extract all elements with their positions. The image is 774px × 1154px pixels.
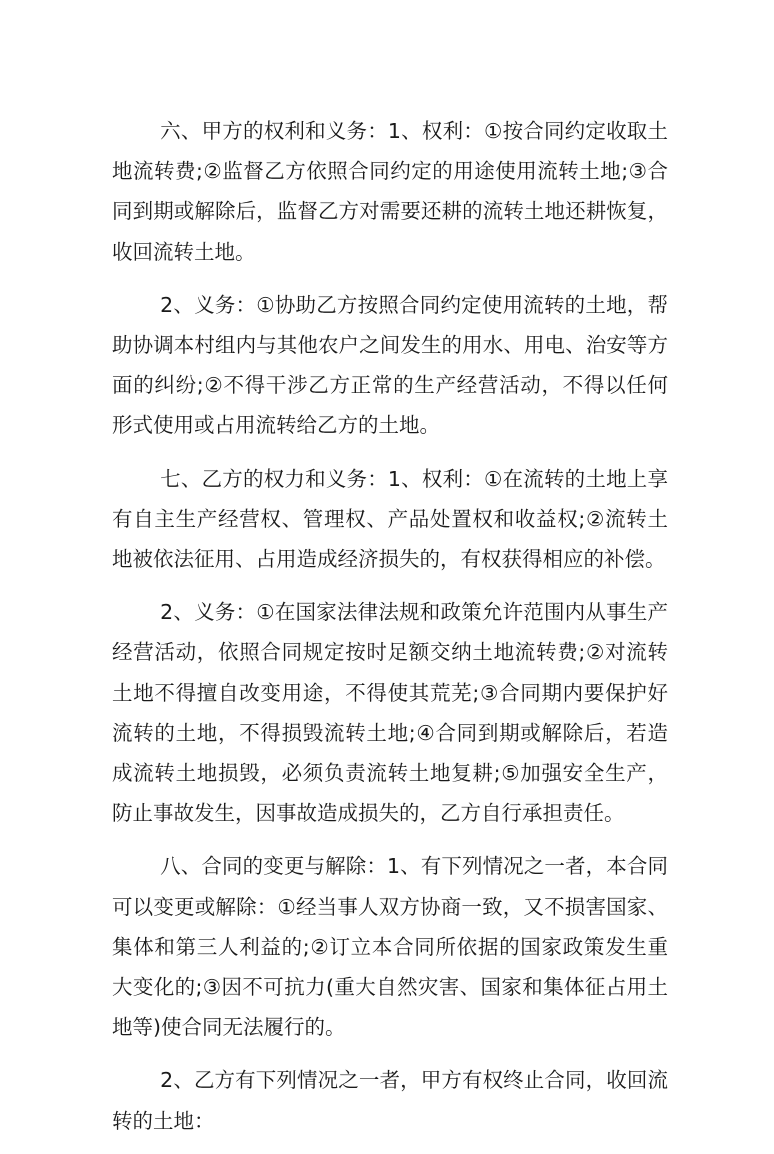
paragraph-party-a-obligations: 2、义务：①协助乙方按照合同约定使用流转的土地，帮助协调本村组内与其他农户之间发生的用水、用电、治安等方面的纠纷;②不得干涉乙方正常的生产经营活动，不得以任何形式使用或占用流转给乙方的土地。 bbox=[112, 292, 668, 438]
paragraph-party-a-rights: 六、甲方的权利和义务：1、权利：①按合同约定收取土地流转费;②监督乙方依照合同约定的用途使用流转土地;③合同到期或解除后，监督乙方对需要还耕的流转土地还耕恢复，收回流转土地。 bbox=[112, 119, 668, 264]
paragraph-party-b-rights: 七、乙方的权力和义务：1、权利：①在流转的土地上享有自主生产经营权、管理权、产品处置权和收益权;②流转土地被依法征用、占用造成经济损失的，有权获得相应的补偿。 bbox=[112, 466, 668, 572]
document-body bbox=[112, 111, 668, 1154]
paragraph-contract-change: 八、合同的变更与解除：1、有下列情况之一者，本合同可以变更或解除：①经当事人双方协商一致，又不损害国家、集体和第三人利益的;②订立本合同所依据的国家政策发生重大变化的;③因不可抗力(重大自然灾害、国家和集体征占用土地等)使合同无法履行的。 bbox=[112, 854, 668, 1040]
paragraph-party-b-obligations: 2、义务：①在国家法律法规和政策允许范围内从事生产经营活动，依照合同规定按时足额交纳土地流转费;②对流转土地不得擅自改变用途，不得使其荒芜;③合同期内要保护好流转的土地，不得损毁流转土地;④合同到期或解除后，若造成流转土地损毁，必须负责流转土地复耕;⑤加强安全生产，防止事故发生，因事故造成损失的，乙方自行承担责任。 bbox=[112, 600, 668, 826]
paragraph-contract-termination: 2、乙方有下列情况之一者，甲方有权终止合同，收回流转的土地： bbox=[112, 1068, 668, 1133]
